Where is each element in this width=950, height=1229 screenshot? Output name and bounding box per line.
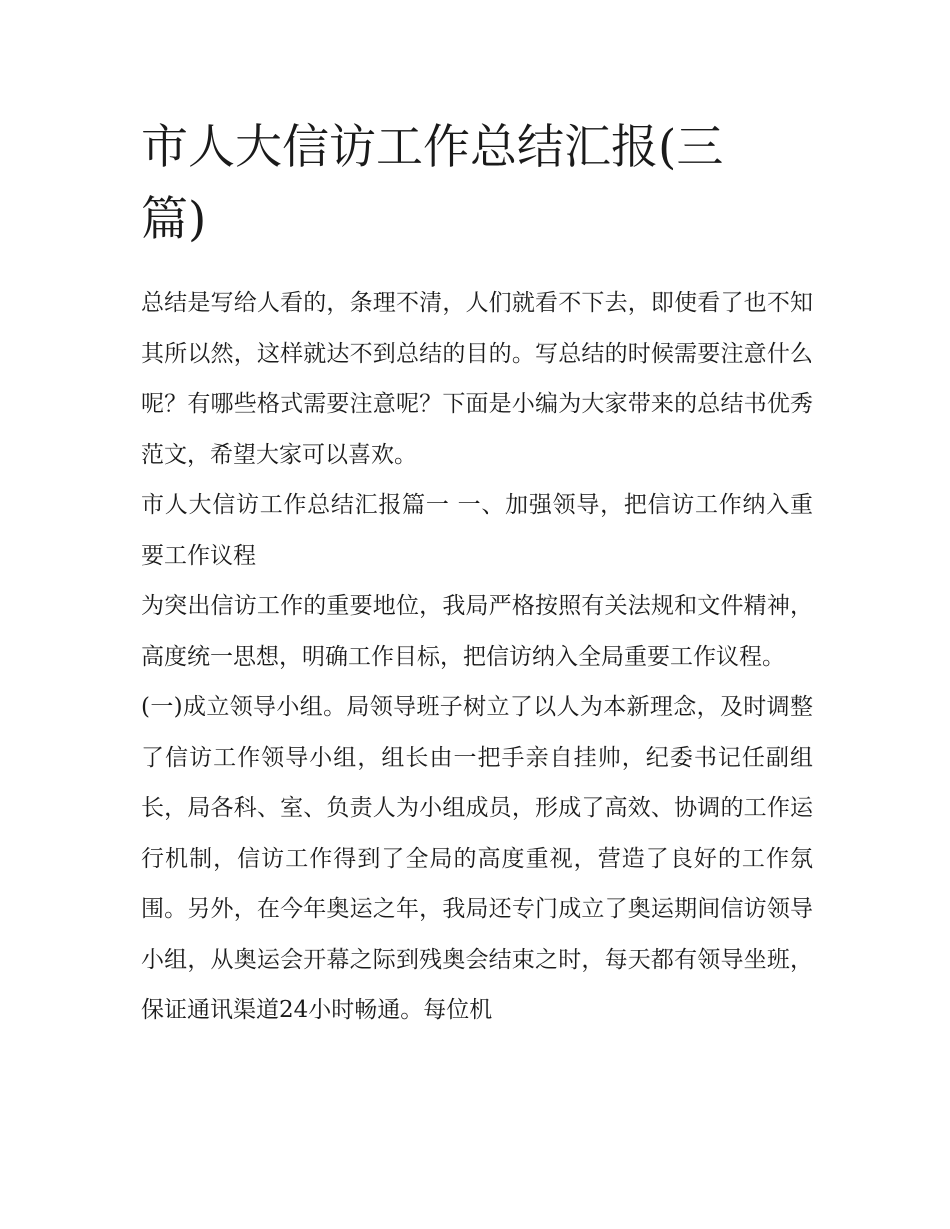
paragraph-leadership-group: (一)成立领导小组。局领导班子树立了以人为本新理念，及时调整了信访工作领导小组，组长由一把手亲自挂帅，纪委书记任副组长，局各科、室、负责人为小组成员，形成了高效、协调的工作运行机制，信访工作得到了全局的高度重视，营造了良好的工作氛围。另外，在今年奥运之年，我局还专门成立了奥运期间信访领导小组，从奥运会开幕之际到残奥会结束之时，每天都有领导坐班，保证通讯渠道24小时畅通。每位机: [141, 694, 813, 1023]
paragraph-intro: 总结是写给人看的，条理不清，人们就看不下去，即使看了也不知其所以然，这样就达不到总结的目的。写总结的时候需要注意什么呢？有哪些格式需要注意呢？下面是小编为大家带来的总结书优秀范文，希望大家可以喜欢。: [141, 290, 813, 468]
paragraph-section-intro: 为突出信访工作的重要地位，我局严格按照有关法规和文件精神，高度统一思想，明确工作目标，把信访纳入全局重要工作议程。: [141, 593, 813, 670]
document-body: [141, 278, 813, 1036]
paragraph-section-heading: 市人大信访工作总结汇报篇一 一、加强领导，把信访工作纳入重要工作议程: [141, 492, 813, 569]
document-title: 市人大信访工作总结汇报(三篇): [141, 120, 724, 247]
